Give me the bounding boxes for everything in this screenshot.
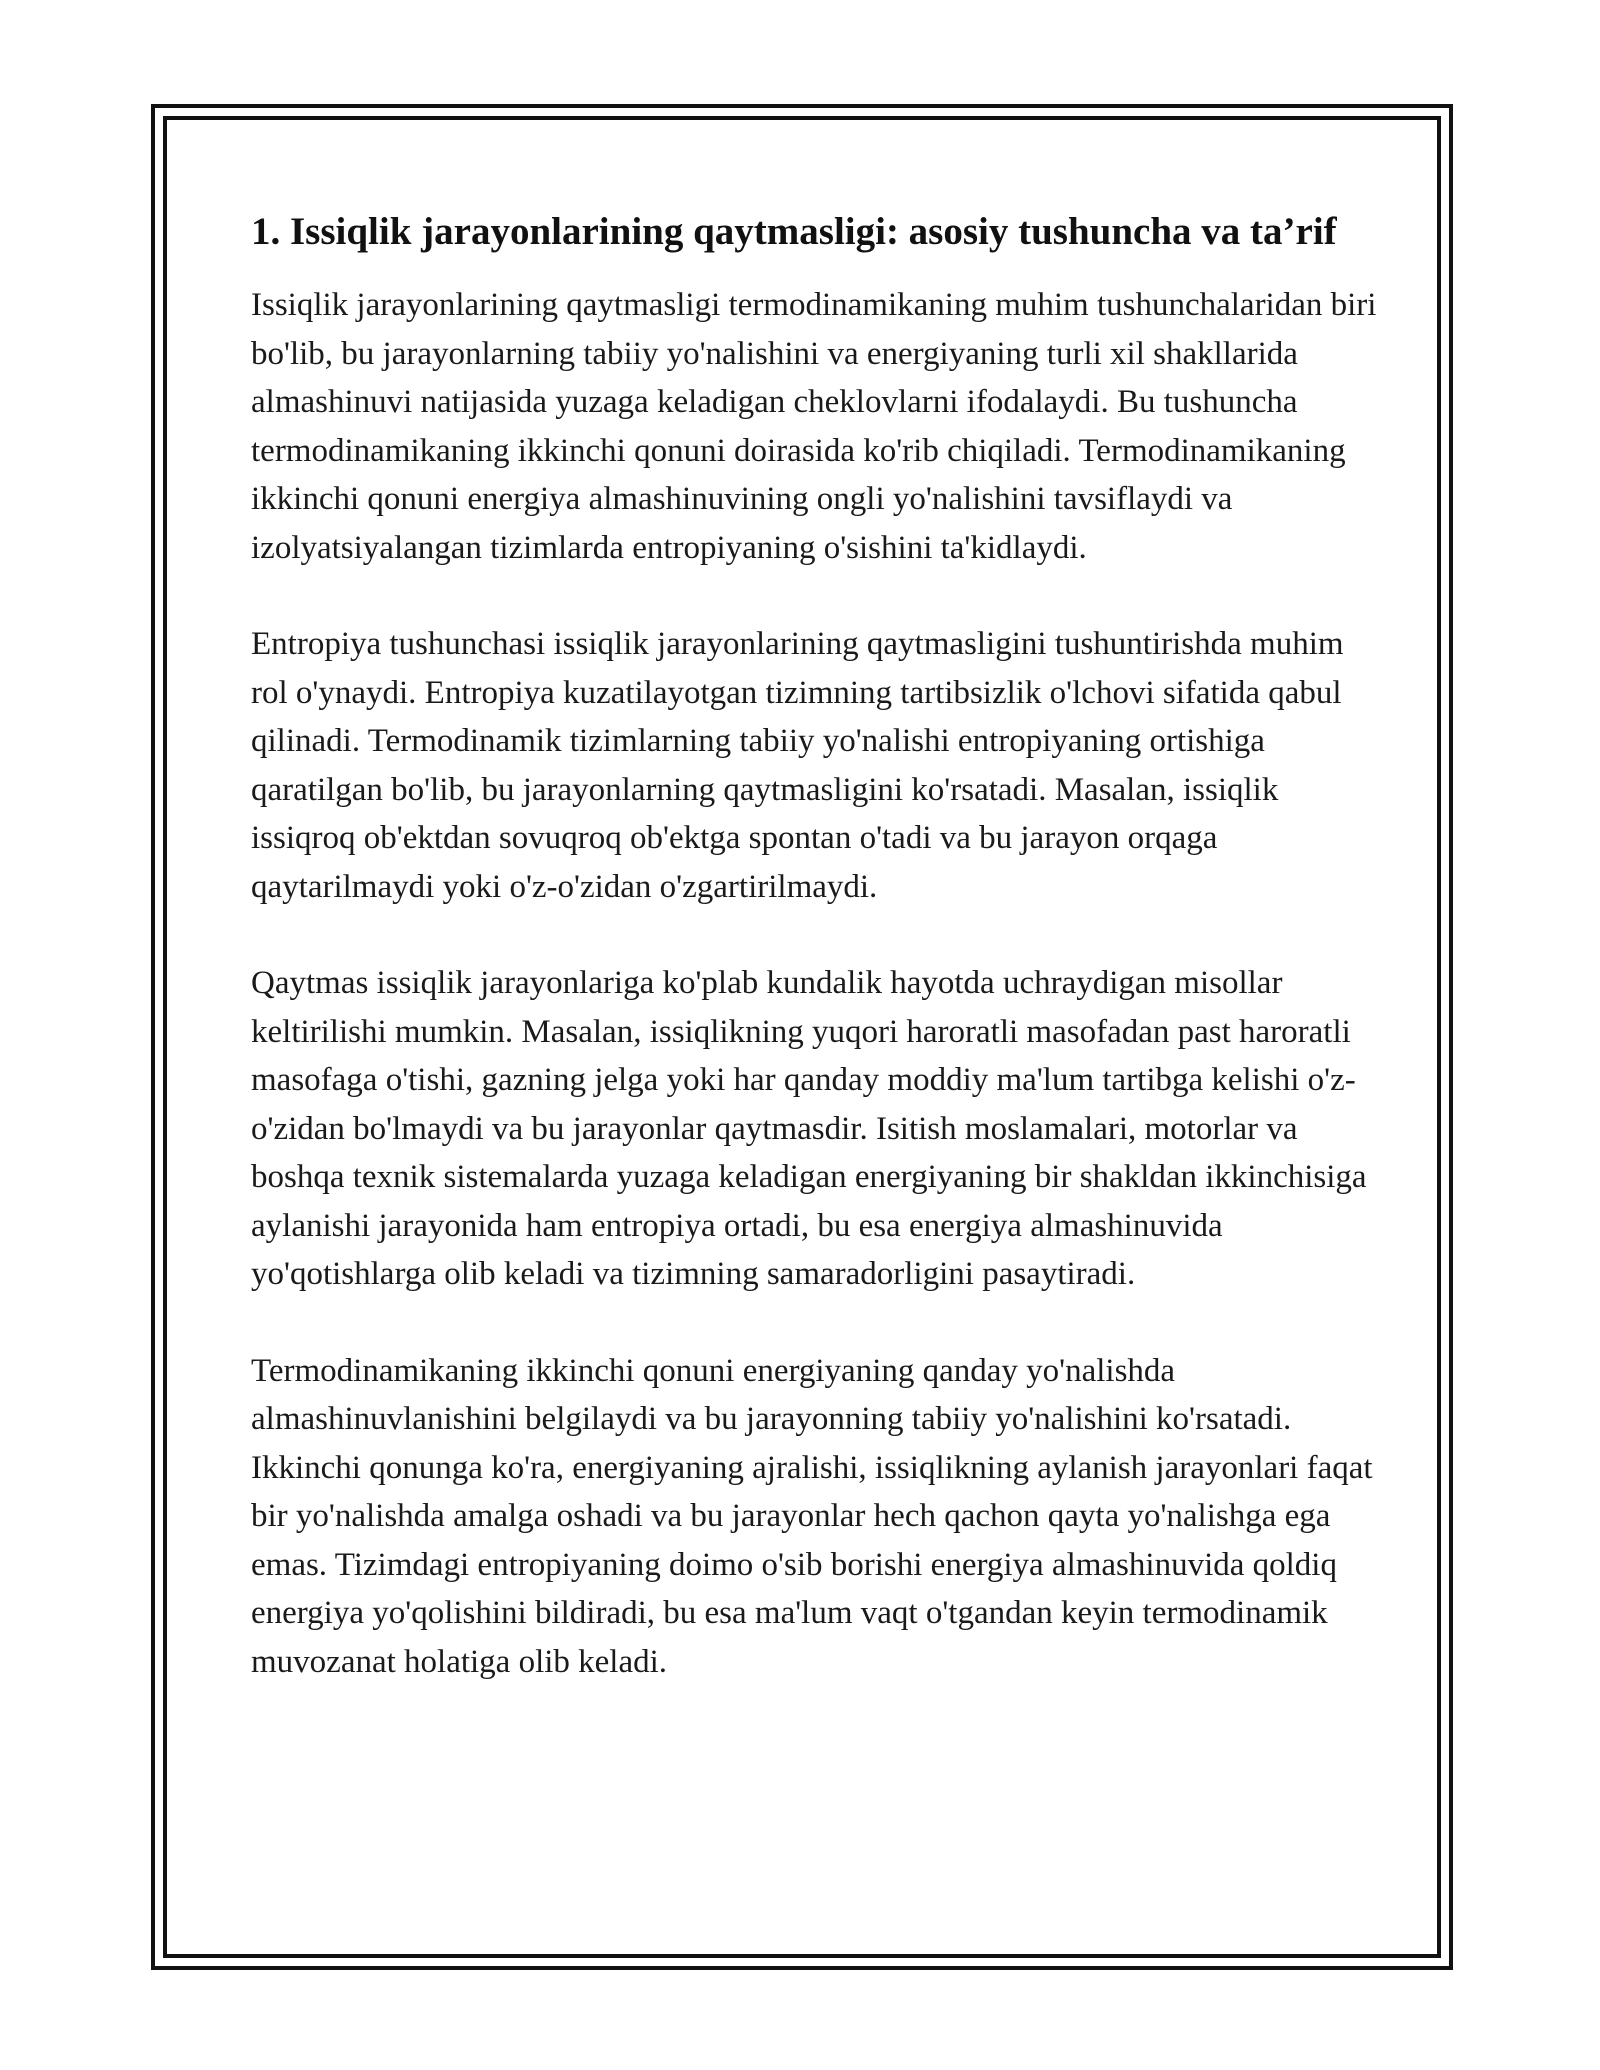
paragraph-2: Entropiya tushunchasi issiqlik jarayonlarining qaytmasligini tushuntirishda muhim rol o'ynaydi. Entropiya kuzatilayotgan tizimning tartibsizlik o'lchovi sifatida qabul qilinadi. Termodinamik tizimlarning tabiiy yo'nalishi entropiyaning ortishiga qaratilgan bo'lib, bu jarayonlarning qaytmasligini ko'rsatadi. Masalan, issiqlik issiqroq ob'ektdan sovuqroq ob'ektga spontan o'tadi va bu jarayon orqaga qaytarilmaydi yoki o'z-o'zidan o'zgartirilmaydi. xyxy=(251,626,1344,905)
section-heading: 1. Issiqlik jarayonlarining qaytmasligi: asosiy tushuncha va ta’rif xyxy=(251,210,1337,253)
page-border xyxy=(151,104,1453,1970)
paragraph-4: Termodinamikaning ikkinchi qonuni energiyaning qanday yo'nalishda almashinuvlanishini belgilaydi va bu jarayonning tabiiy yo'nalishini ko'rsatadi. Ikkinchi qonunga ko'ra, energiyaning ajralishi, issiqlikning aylanish jarayonlari faqat bir yo'nalishda amalga oshadi va bu jarayonlar hech qachon qayta yo'nalishga ega emas. Tizimdagi entropiyaning doimo o'sib borishi energiya almashinuvida qoldiq energiya yo'qolishini bildiradi, bu esa ma'lum vaqt o'tgandan keyin termodinamik muvozanat holatiga olib keladi. xyxy=(251,1352,1373,1680)
paragraph-3: Qaytmas issiqlik jarayonlariga ko'plab kundalik hayotda uchraydigan misollar keltirilishi mumkin. Masalan, issiqlikning yuqori haroratli masofadan past haroratli masofaga o'tishi, gazning jelga yoki har qanday moddiy ma'lum tartibga kelishi o'z-o'zidan bo'lmaydi va bu jarayonlar qaytmasdir. Isitish moslamalari, motorlar va boshqa texnik sistemalarda yuzaga keladigan energiyaning bir shakldan ikkinchisiga aylanishi jarayonida ham entropiya ortadi, bu esa energiya almashinuvida yo'qotishlarga olib keladi va tizimning samaradorligini pasaytiradi. xyxy=(251,965,1367,1292)
page-border-inner xyxy=(163,116,1441,1958)
paragraph-1: Issiqlik jarayonlarining qaytmasligi termodinamikaning muhim tushunchalaridan biri bo'lib, bu jarayonlarning tabiiy yo'nalishini va energiyaning turli xil shakllarida almashinuvi natijasida yuzaga keladigan cheklovlarni ifodalaydi. Bu tushuncha termodinamikaning ikkinchi qonuni doirasida ko'rib chiqiladi. Termodinamikaning ikkinchi qonuni energiya almashinuvining ongli yo'nalishini tavsiflaydi va izolyatsiyalangan tizimlarda entropiyaning o'sishini ta'kidlaydi. xyxy=(251,287,1377,566)
document-body xyxy=(251,204,1381,1686)
